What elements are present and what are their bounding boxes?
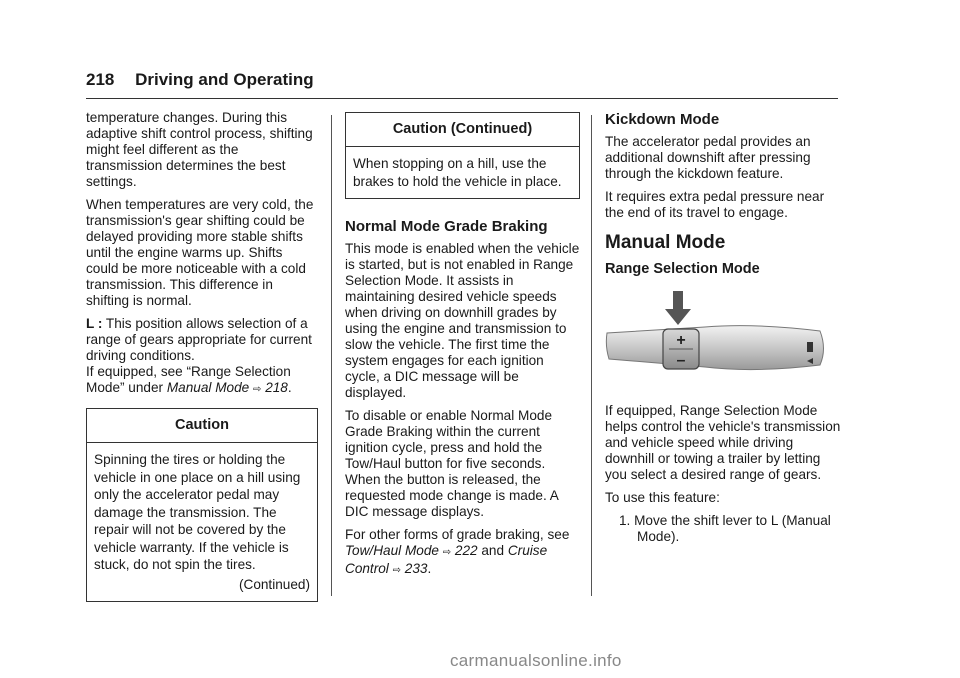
see-reference: If equipped, see “Range Selection Mode” under Manual Mode ⇨ 218.	[86, 364, 292, 395]
caution-title: Caution	[87, 409, 317, 443]
press-arrow-head-icon	[665, 309, 691, 325]
column-2	[345, 110, 580, 586]
caution-title: Caution (Continued)	[346, 113, 579, 147]
tow-haul-icon	[807, 342, 813, 352]
paragraph: To disable or enable Normal Mode Grade Braking within the current ignition cycle, press and hold the Tow/Haul button for five seconds. When the button is released, the requested mode change is made. A DIC message displays.	[345, 408, 559, 519]
column-1	[86, 110, 318, 602]
page-header	[86, 70, 314, 90]
page-ref: 222	[454, 543, 478, 558]
page-ref-arrow-icon: ⇨	[392, 565, 401, 576]
caution-body: Spinning the tires or holding the vehicle in one place on a hill using only the accelerator pedal may damage the transmission. The repair will not be covered by the vehicle warranty. If the vehicle is stuck, do not spin the tires. (Continued)	[94, 452, 310, 592]
caution-box-continued	[345, 112, 580, 199]
l-label: L :	[86, 316, 103, 331]
section-heading: Normal Mode Grade Braking	[345, 218, 548, 235]
minus-icon: –	[676, 352, 686, 369]
see-reference: For other forms of grade braking, see Tow/Haul Mode ⇨ 222 and Cruise Control ⇨ 233.	[345, 527, 570, 576]
paragraph: The accelerator pedal provides an additional downshift after pressing through the kickdown feature.	[605, 134, 811, 181]
header-rule	[86, 98, 838, 99]
page-ref: 233	[404, 561, 428, 576]
shift-lever-illustration	[605, 291, 827, 387]
shift-lever-figure	[605, 291, 827, 387]
caution-body: When stopping on a hill, use the brakes to hold the vehicle in place.	[353, 156, 562, 189]
paragraph: When temperatures are very cold, the transmission's gear shifting could be delayed providing more stable shifts until the engine warms up. Shifts could be more noticeable with a cold transmission. This difference in shifting is normal.	[86, 197, 314, 308]
paragraph: If equipped, Range Selection Mode helps control the vehicle's transmission and vehicle speed while driving downhill or towing a trailer by letting you select a desired range of gears.	[605, 403, 841, 482]
column-3	[605, 110, 841, 545]
paragraph: This mode is enabled when the vehicle is started, but is not enabled in Range Selection Mode. It assists in maintaining desired vehicle speeds when driving on downhill grades by using the engine and transmission to slow the vehicle. The first time the system engages for each ignition cycle, a DIC message will be displayed.	[345, 241, 580, 400]
page-ref: 218	[265, 380, 288, 395]
page-ref-arrow-icon: ⇨	[253, 384, 262, 395]
l-position-paragraph: L : This position allows selection of a range of gears appropriate for current driving conditions.	[86, 316, 312, 363]
column-divider-1	[331, 115, 332, 596]
list-item: 1. Move the shift lever to L (Manual Mode).	[619, 513, 831, 544]
page-ref-arrow-icon: ⇨	[442, 547, 452, 558]
section-heading: Kickdown Mode	[605, 111, 720, 128]
section-title: Driving and Operating	[135, 70, 314, 89]
paragraph: It requires extra pedal pressure near the end of its travel to engage.	[605, 189, 825, 220]
tow-haul-mode-link[interactable]: Tow/Haul Mode	[345, 543, 439, 558]
paragraph: To use this feature:	[605, 490, 720, 505]
column-divider-2	[591, 115, 592, 596]
steps-list	[605, 513, 841, 545]
major-heading: Manual Mode	[605, 232, 726, 253]
continued-label: (Continued)	[238, 576, 310, 592]
page-number: 218	[86, 70, 115, 89]
cruise-control-link[interactable]: Cruise Control	[345, 543, 548, 576]
paragraph: temperature changes. During this adaptive shift control process, shifting might feel different as the transmission determines the best settings.	[86, 110, 313, 189]
press-arrow-icon	[673, 291, 683, 311]
plus-icon: +	[676, 332, 686, 349]
caution-box	[86, 408, 318, 602]
manual-mode-link[interactable]: Manual Mode	[166, 380, 250, 395]
sub-heading: Range Selection Mode	[605, 261, 760, 277]
footer-watermark: carmanualsonline.info	[450, 651, 622, 670]
